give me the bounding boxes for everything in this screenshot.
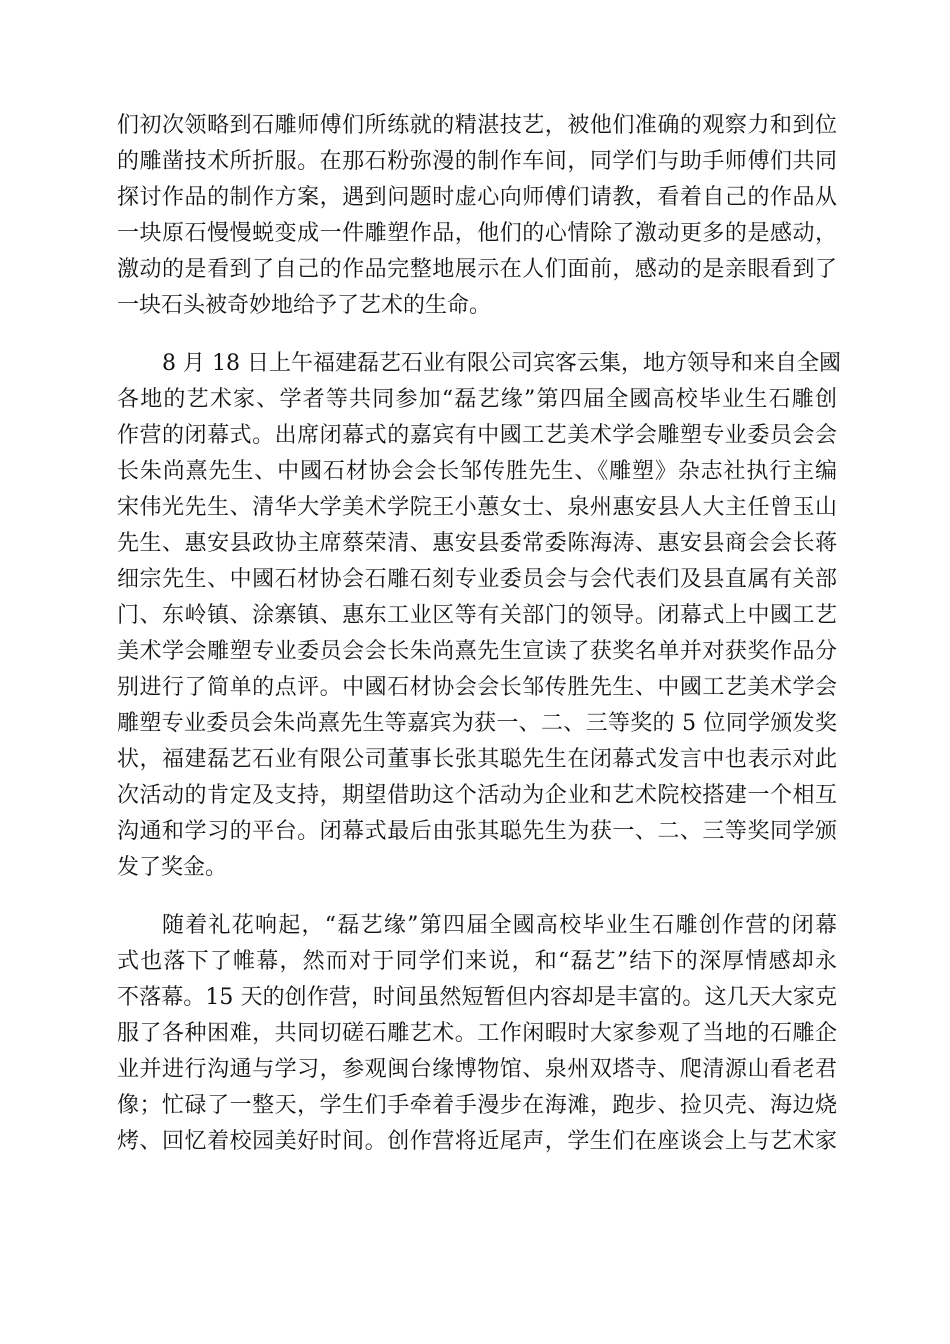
paragraph-2-line-4: 长朱尚熹先生、中國石材协会会长邹传胜先生、《雕塑》杂志社执行主编 <box>117 459 837 484</box>
paragraph-2-line-7: 细宗先生、中國石材协会石雕石刻专业委员会与会代表们及县直属有关部 <box>117 567 837 592</box>
paragraph-2-line-14: 沟通和学习的平台。闭幕式最后由张其聪先生为获一、二、三等奖同学颁 <box>117 819 837 844</box>
paragraph-2-line-15: 发了奖金。 <box>117 855 228 880</box>
paragraph-1-line-5: 激动的是看到了自己的作品完整地展示在人们面前，感动的是亲眼看到了 <box>117 257 837 282</box>
paragraph-2-line-13: 次活动的肯定及支持，期望借助这个活动为企业和艺术院校搭建一个相互 <box>117 783 837 808</box>
paragraph-2-line-10: 别进行了简单的点评。中國石材协会会长邹传胜先生、中國工艺美术学会 <box>117 675 837 700</box>
paragraph-3-line-5: 业并进行沟通与学习，参观闽台缘博物馆、泉州双塔寺、爬清源山看老君 <box>117 1057 837 1082</box>
paragraph-1-line-2: 的雕凿技术所折服。在那石粉弥漫的制作车间，同学们与助手师傅们共同 <box>117 149 837 174</box>
paragraph-2-line-8: 门、东岭镇、涂寨镇、惠东工业区等有关部门的领导。闭幕式上中國工艺 <box>117 603 837 628</box>
paragraph-3-line-7: 烤、回忆着校园美好时间。创作营将近尾声，学生们在座谈会上与艺术家 <box>117 1129 837 1154</box>
paragraph-3-line-4: 服了各种困难，共同切磋石雕艺术。工作闲暇时大家参观了当地的石雕企 <box>117 1021 837 1046</box>
paragraph-2-line-9: 美术学会雕塑专业委员会会长朱尚熹先生宣读了获奖名单并对获奖作品分 <box>117 639 837 664</box>
paragraph-3-line-3: 不落幕。15 天的创作营，时间虽然短暂但内容却是丰富的。这几天大家克 <box>117 985 837 1010</box>
paragraph-1-line-4: 一块原石慢慢蜕变成一件雕塑作品，他们的心情除了激动更多的是感动， <box>117 221 837 246</box>
paragraph-2-line-2: 各地的艺术家、学者等共同参加“磊艺缘”第四届全國高校毕业生石雕创 <box>117 387 837 412</box>
paragraph-2-line-1: 8 月 18 日上午福建磊艺石业有限公司宾客云集，地方领导和来自全國 <box>162 351 841 376</box>
paragraph-3-line-1: 随着礼花响起，“磊艺缘”第四届全國高校毕业生石雕创作营的闭幕 <box>162 913 837 938</box>
paragraph-3-line-6: 像；忙碌了一整天，学生们手牵着手漫步在海滩，跑步、捡贝壳、海边烧 <box>117 1093 837 1118</box>
paragraph-3-line-2: 式也落下了帷幕，然而对于同学们来说，和“磊艺”结下的深厚情感却永 <box>117 949 837 974</box>
paragraph-2-line-3: 作营的闭幕式。出席闭幕式的嘉宾有中國工艺美术学会雕塑专业委员会会 <box>117 423 837 448</box>
paragraph-2-line-5: 宋伟光先生、清华大学美术学院王小蕙女士、泉州惠安县人大主任曾玉山 <box>117 495 837 520</box>
paragraph-2-line-11: 雕塑专业委员会朱尚熹先生等嘉宾为获一、二、三等奖的 5 位同学颁发奖 <box>117 711 837 736</box>
paragraph-2-line-6: 先生、惠安县政协主席蔡荣清、惠安县委常委陈海涛、惠安县商会会长蒋 <box>117 531 837 556</box>
paragraph-1-line-1: 们初次领略到石雕师傅们所练就的精湛技艺，被他们准确的观察力和到位 <box>117 113 837 138</box>
paragraph-2-line-12: 状，福建磊艺石业有限公司董事长张其聪先生在闭幕式发言中也表示对此 <box>117 747 837 772</box>
paragraph-1-line-3: 探讨作品的制作方案，遇到问题时虚心向师傅们请教，看着自己的作品从 <box>117 185 837 210</box>
paragraph-1-line-6: 一块石头被奇妙地给予了艺术的生命。 <box>117 293 492 318</box>
